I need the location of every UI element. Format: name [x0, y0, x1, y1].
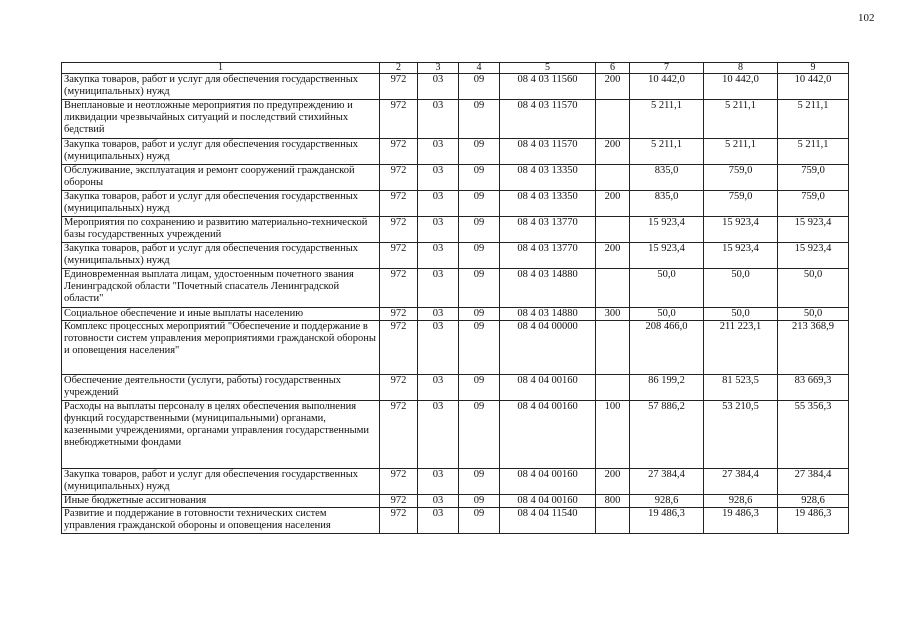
- cell-v1: 27 384,4: [630, 469, 704, 495]
- table-row: [62, 165, 849, 191]
- cell-v3: 759,0: [778, 191, 849, 217]
- cell-rz: 03: [418, 469, 459, 495]
- table-row: [62, 74, 849, 100]
- cell-csr: 08 4 03 11560: [500, 74, 596, 100]
- row-description: Внеплановые и неотложные мероприятия по предупреждению и ликвидации чрезвычайных ситуаций и последствий стихийных бедствий: [62, 100, 380, 139]
- cell-csr: 08 4 03 13770: [500, 217, 596, 243]
- cell-csr: 08 4 04 00000: [500, 321, 596, 375]
- cell-v1: 10 442,0: [630, 74, 704, 100]
- col-header: 3: [418, 63, 459, 74]
- cell-vr: [596, 321, 630, 375]
- cell-v1: 50,0: [630, 308, 704, 321]
- row-description: Закупка товаров, работ и услуг для обеспечения государственных (муниципальных) нужд: [62, 74, 380, 100]
- cell-v2: 19 486,3: [704, 508, 778, 534]
- cell-vr: 300: [596, 308, 630, 321]
- cell-v3: 5 211,1: [778, 100, 849, 139]
- cell-grbs: 972: [380, 165, 418, 191]
- cell-vr: [596, 508, 630, 534]
- table-row: [62, 243, 849, 269]
- cell-v1: 835,0: [630, 191, 704, 217]
- cell-rz: 03: [418, 100, 459, 139]
- cell-pr: 09: [459, 74, 500, 100]
- table-row: [62, 269, 849, 308]
- cell-rz: 03: [418, 217, 459, 243]
- cell-v2: 50,0: [704, 308, 778, 321]
- row-description: Расходы на выплаты персоналу в целях обеспечения выполнения функций государственными (муниципальными) органами, казенными учреждениями, органами управления государственными внебюджетными фондами: [62, 401, 380, 469]
- cell-vr: 200: [596, 74, 630, 100]
- cell-vr: [596, 100, 630, 139]
- cell-rz: 03: [418, 495, 459, 508]
- table-row: [62, 508, 849, 534]
- cell-pr: 09: [459, 100, 500, 139]
- cell-csr: 08 4 03 13350: [500, 165, 596, 191]
- row-description: Закупка товаров, работ и услуг для обеспечения государственных (муниципальных) нужд: [62, 243, 380, 269]
- row-description: Социальное обеспечение и иные выплаты населению: [62, 308, 380, 321]
- cell-pr: 09: [459, 508, 500, 534]
- cell-rz: 03: [418, 191, 459, 217]
- row-description: Развитие и поддержание в готовности технических систем управления гражданской обороны и оповещения населения: [62, 508, 380, 534]
- cell-v2: 5 211,1: [704, 100, 778, 139]
- table-row: [62, 308, 849, 321]
- cell-vr: [596, 165, 630, 191]
- cell-grbs: 972: [380, 375, 418, 401]
- cell-rz: 03: [418, 165, 459, 191]
- cell-csr: 08 4 03 14880: [500, 269, 596, 308]
- cell-pr: 09: [459, 243, 500, 269]
- cell-vr: 100: [596, 401, 630, 469]
- cell-rz: 03: [418, 269, 459, 308]
- row-description: Закупка товаров, работ и услуг для обеспечения государственных (муниципальных) нужд: [62, 469, 380, 495]
- cell-csr: 08 4 04 00160: [500, 375, 596, 401]
- cell-csr: 08 4 03 11570: [500, 139, 596, 165]
- row-description: Мероприятия по сохранению и развитию материально-технической базы государственных учреждений: [62, 217, 380, 243]
- table-row: [62, 401, 849, 469]
- col-header: 8: [704, 63, 778, 74]
- cell-grbs: 972: [380, 191, 418, 217]
- cell-vr: [596, 217, 630, 243]
- table-row: [62, 321, 849, 375]
- cell-v3: 928,6: [778, 495, 849, 508]
- row-description: Обслуживание, эксплуатация и ремонт сооружений гражданской обороны: [62, 165, 380, 191]
- cell-v1: 15 923,4: [630, 243, 704, 269]
- table-row: [62, 495, 849, 508]
- cell-csr: 08 4 03 13770: [500, 243, 596, 269]
- col-header: 5: [500, 63, 596, 74]
- cell-pr: 09: [459, 191, 500, 217]
- cell-csr: 08 4 04 00160: [500, 495, 596, 508]
- row-description: Иные бюджетные ассигнования: [62, 495, 380, 508]
- col-header: 6: [596, 63, 630, 74]
- cell-grbs: 972: [380, 321, 418, 375]
- cell-csr: 08 4 03 11570: [500, 100, 596, 139]
- cell-v3: 213 368,9: [778, 321, 849, 375]
- table-row: [62, 191, 849, 217]
- cell-v2: 5 211,1: [704, 139, 778, 165]
- cell-pr: 09: [459, 375, 500, 401]
- cell-grbs: 972: [380, 139, 418, 165]
- cell-v3: 15 923,4: [778, 217, 849, 243]
- row-description: Комплекс процессных мероприятий "Обеспечение и поддержание в готовности систем управления мероприятиями гражданской обороны и оповещения населения": [62, 321, 380, 375]
- cell-rz: 03: [418, 139, 459, 165]
- cell-vr: 200: [596, 191, 630, 217]
- cell-grbs: 972: [380, 269, 418, 308]
- cell-pr: 09: [459, 321, 500, 375]
- cell-v1: 19 486,3: [630, 508, 704, 534]
- cell-csr: 08 4 04 00160: [500, 469, 596, 495]
- col-header: 4: [459, 63, 500, 74]
- table-row: [62, 469, 849, 495]
- cell-grbs: 972: [380, 100, 418, 139]
- cell-rz: 03: [418, 74, 459, 100]
- cell-vr: [596, 269, 630, 308]
- cell-v2: 15 923,4: [704, 217, 778, 243]
- row-description: Закупка товаров, работ и услуг для обеспечения государственных (муниципальных) нужд: [62, 139, 380, 165]
- cell-vr: 800: [596, 495, 630, 508]
- cell-vr: 200: [596, 243, 630, 269]
- cell-v3: 15 923,4: [778, 243, 849, 269]
- cell-csr: 08 4 03 13350: [500, 191, 596, 217]
- col-header: 1: [62, 63, 380, 74]
- cell-v3: 27 384,4: [778, 469, 849, 495]
- cell-csr: 08 4 03 14880: [500, 308, 596, 321]
- cell-grbs: 972: [380, 243, 418, 269]
- cell-pr: 09: [459, 269, 500, 308]
- cell-pr: 09: [459, 165, 500, 191]
- cell-v2: 15 923,4: [704, 243, 778, 269]
- page-number: 102: [858, 12, 875, 24]
- col-header: 7: [630, 63, 704, 74]
- table-row: [62, 217, 849, 243]
- cell-pr: 09: [459, 401, 500, 469]
- table-row: [62, 375, 849, 401]
- cell-grbs: 972: [380, 308, 418, 321]
- cell-v1: 208 466,0: [630, 321, 704, 375]
- cell-v2: 211 223,1: [704, 321, 778, 375]
- cell-rz: 03: [418, 375, 459, 401]
- cell-vr: 200: [596, 469, 630, 495]
- cell-v2: 928,6: [704, 495, 778, 508]
- table-row: [62, 139, 849, 165]
- cell-rz: 03: [418, 243, 459, 269]
- cell-pr: 09: [459, 469, 500, 495]
- cell-rz: 03: [418, 321, 459, 375]
- column-header-row: [62, 63, 849, 74]
- row-description: Единовременная выплата лицам, удостоенным почетного звания Ленинградской области "Почетный спасатель Ленинградской области": [62, 269, 380, 308]
- row-description: Обеспечение деятельности (услуги, работы) государственных учреждений: [62, 375, 380, 401]
- cell-v2: 759,0: [704, 165, 778, 191]
- cell-v1: 86 199,2: [630, 375, 704, 401]
- cell-v2: 759,0: [704, 191, 778, 217]
- cell-csr: 08 4 04 00160: [500, 401, 596, 469]
- col-header: 2: [380, 63, 418, 74]
- cell-v1: 15 923,4: [630, 217, 704, 243]
- cell-v3: 50,0: [778, 308, 849, 321]
- cell-v1: 835,0: [630, 165, 704, 191]
- cell-vr: [596, 375, 630, 401]
- cell-pr: 09: [459, 139, 500, 165]
- cell-rz: 03: [418, 308, 459, 321]
- cell-v3: 10 442,0: [778, 74, 849, 100]
- cell-rz: 03: [418, 508, 459, 534]
- cell-v2: 10 442,0: [704, 74, 778, 100]
- cell-v3: 83 669,3: [778, 375, 849, 401]
- budget-table: [61, 62, 849, 534]
- cell-v1: 5 211,1: [630, 139, 704, 165]
- cell-v2: 50,0: [704, 269, 778, 308]
- cell-v3: 55 356,3: [778, 401, 849, 469]
- cell-v3: 50,0: [778, 269, 849, 308]
- cell-vr: 200: [596, 139, 630, 165]
- cell-pr: 09: [459, 495, 500, 508]
- row-description: Закупка товаров, работ и услуг для обеспечения государственных (муниципальных) нужд: [62, 191, 380, 217]
- cell-v2: 81 523,5: [704, 375, 778, 401]
- cell-grbs: 972: [380, 469, 418, 495]
- cell-csr: 08 4 04 11540: [500, 508, 596, 534]
- table-row: [62, 100, 849, 139]
- cell-grbs: 972: [380, 495, 418, 508]
- cell-rz: 03: [418, 401, 459, 469]
- cell-v1: 50,0: [630, 269, 704, 308]
- cell-pr: 09: [459, 217, 500, 243]
- cell-grbs: 972: [380, 217, 418, 243]
- cell-v1: 5 211,1: [630, 100, 704, 139]
- cell-grbs: 972: [380, 508, 418, 534]
- cell-v3: 5 211,1: [778, 139, 849, 165]
- cell-v3: 19 486,3: [778, 508, 849, 534]
- col-header: 9: [778, 63, 849, 74]
- cell-grbs: 972: [380, 401, 418, 469]
- cell-v2: 53 210,5: [704, 401, 778, 469]
- cell-v1: 928,6: [630, 495, 704, 508]
- cell-grbs: 972: [380, 74, 418, 100]
- cell-v1: 57 886,2: [630, 401, 704, 469]
- cell-v3: 759,0: [778, 165, 849, 191]
- cell-pr: 09: [459, 308, 500, 321]
- cell-v2: 27 384,4: [704, 469, 778, 495]
